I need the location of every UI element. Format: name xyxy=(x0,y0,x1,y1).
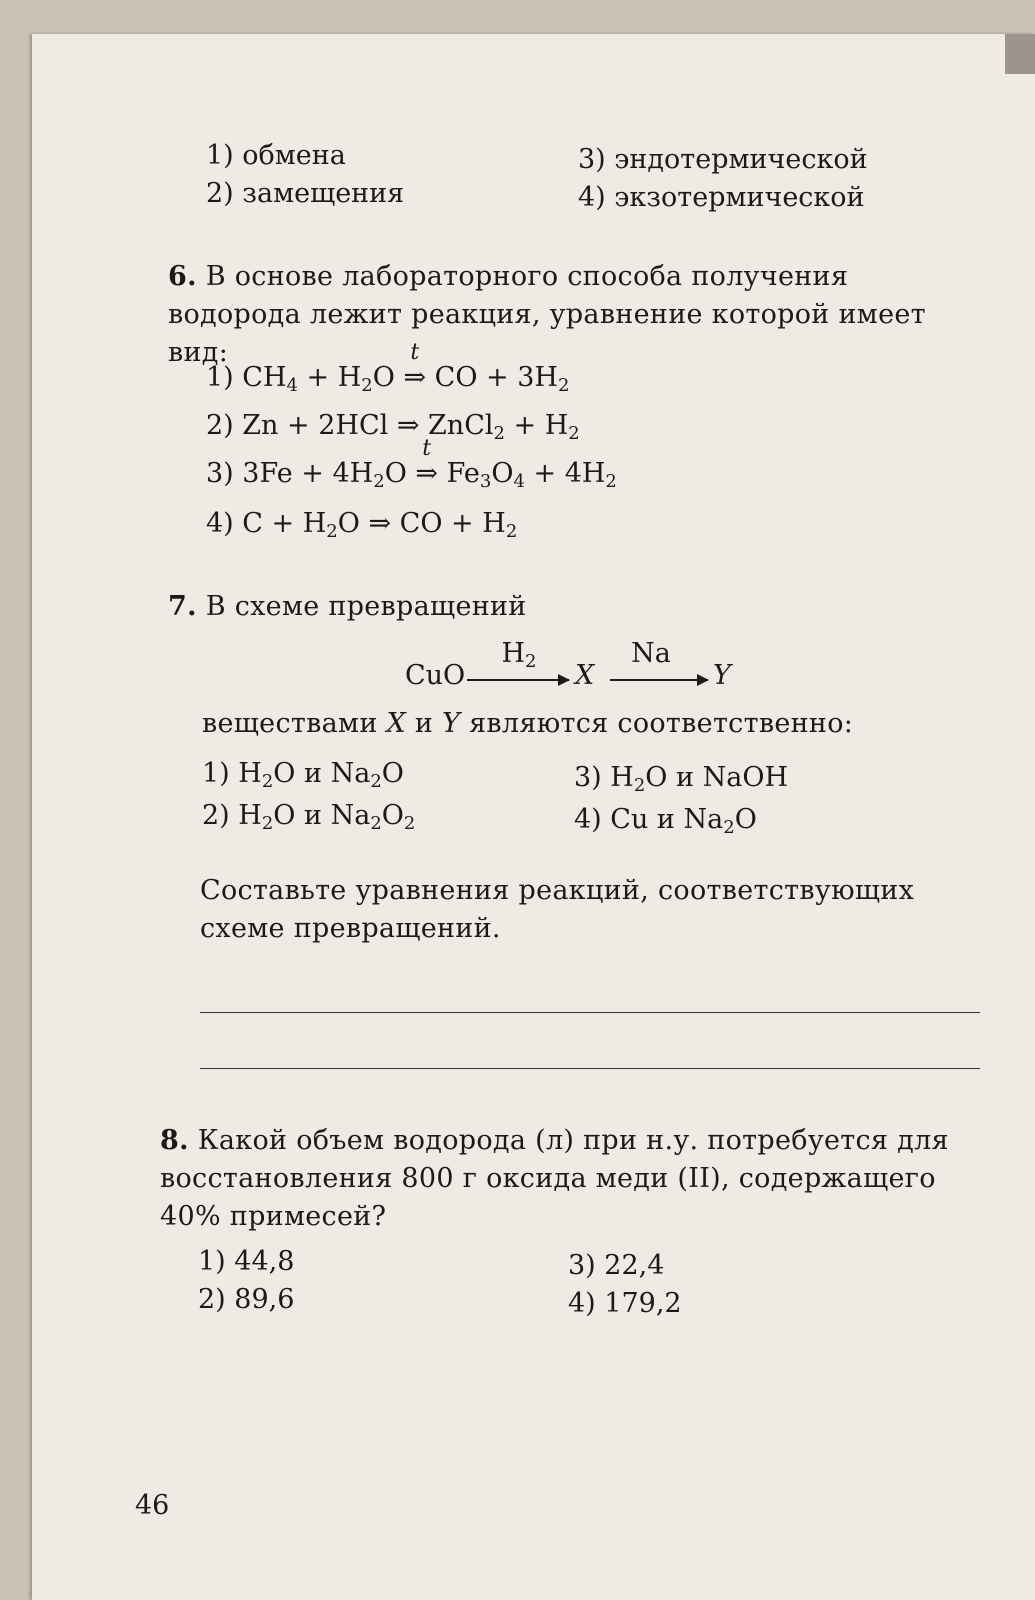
q7-option-2: 2) $H_2O$ и $Na_2O_2$ xyxy=(202,800,416,834)
scheme-reagent-2: Na xyxy=(631,638,671,669)
scheme-arrow-1 xyxy=(467,679,569,681)
question-text: В основе лабораторного способа получения водорода лежит реакция, уравнение которой имеет вид: xyxy=(168,261,926,368)
q5-option-1: 1) обмена xyxy=(206,140,346,171)
q6-option-4: 4) $C + H_2O$ ⇒ CO + $H_2$ xyxy=(206,508,518,542)
q5-option-3: 3) эндотермической xyxy=(578,144,868,175)
q7-option-4: 4) Cu и $Na_2O$ xyxy=(574,804,757,838)
question-8 xyxy=(160,1122,982,1236)
q8-option-2: 2) 89,6 xyxy=(198,1284,295,1315)
scheme-reagent-1: $H_2$ xyxy=(501,638,537,672)
scheme-arrow-2 xyxy=(610,679,708,681)
q7-option-1: 1) $H_2O$ и $Na_2O$ xyxy=(202,758,404,792)
q6-option-3: 3) $3Fe + 4H_2O$ ⇒ t $Fe_3O_4 + 4H_2$ xyxy=(206,436,617,492)
question-number: 7. xyxy=(168,591,197,622)
q6-option-2: 2) Zn + 2HCl ⇒ ZnCl$_2$ + $H_2$ xyxy=(206,410,580,444)
question-number: 6. xyxy=(168,261,197,292)
scheme-start: CuO xyxy=(405,660,466,691)
answer-line-1[interactable] xyxy=(200,1012,980,1013)
q5-option-2: 2) замещения xyxy=(206,178,405,209)
question-6 xyxy=(168,258,988,372)
question-text: В схеме превращений xyxy=(205,591,527,622)
q5-option-4: 4) экзотермической xyxy=(578,182,865,213)
page-number: 46 xyxy=(135,1490,170,1521)
q8-option-1: 1) 44,8 xyxy=(198,1246,295,1277)
answer-line-2[interactable] xyxy=(200,1068,980,1069)
question-7 xyxy=(168,588,988,626)
page-corner-shadow xyxy=(1005,34,1035,74)
scheme-x: X xyxy=(575,660,595,691)
q8-option-3: 3) 22,4 xyxy=(568,1250,665,1281)
q8-option-4: 4) 179,2 xyxy=(568,1288,682,1319)
question-text: Какой объем водорода (л) при н.у. потребуется для восстановления 800 г оксида меди (II), содержащего 40% примесей? xyxy=(160,1125,949,1232)
q7-option-3: 3) $H_2O$ и NaOH xyxy=(574,762,788,796)
question-number: 8. xyxy=(160,1125,189,1156)
q7-task: Составьте уравнения реакций, соответствующих схеме превращений. xyxy=(200,875,915,944)
scheme-y: Y xyxy=(713,660,731,691)
q7-after-text: веществами X и Y являются соответственно: xyxy=(202,708,854,739)
q6-option-1: 1) $CH_4 + H_2O$ ⇒ t CO + $3H_2$ xyxy=(206,340,570,396)
